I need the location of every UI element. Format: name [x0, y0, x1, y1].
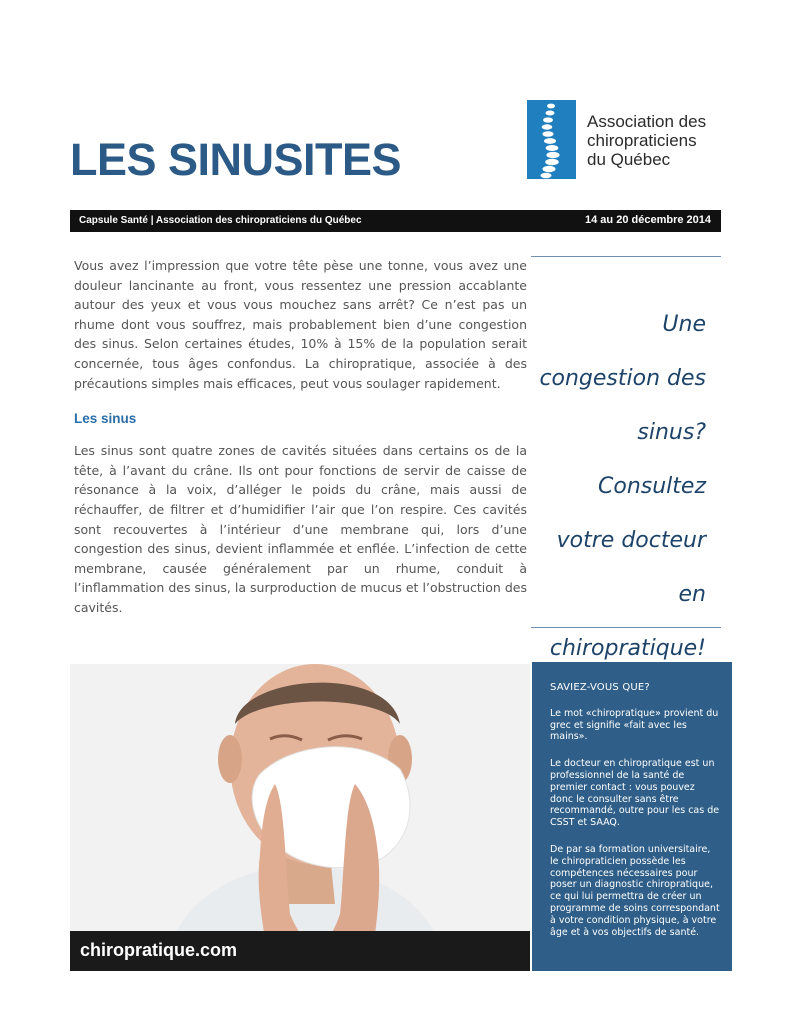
- pullquote-bottom-rule: [531, 627, 721, 628]
- sidebar-paragraph: Le mot «chiropratique» provient du grec et signifie «fait avec les mains».: [550, 707, 719, 743]
- logo-text: [587, 112, 706, 169]
- sidebar-heading: SAVIEZ-VOUS QUE?: [550, 682, 650, 693]
- sidebar-paragraph: Le docteur en chiropratique est un professionnel de la santé de premier contact : vous pouvez donc le consulter sans être recommandé, outre pour les cas de CSST et SAAQ.: [550, 758, 720, 829]
- page-title: LES SINUSITES: [70, 134, 402, 185]
- website-banner: [70, 931, 530, 971]
- logo-line: du Québec: [587, 150, 671, 169]
- banner-date: 14 au 20 décembre 2014: [585, 214, 711, 226]
- article-body: [74, 256, 527, 618]
- logo-line: Association des: [587, 112, 707, 131]
- banner-publication: Capsule Santé | Association des chiropraticiens du Québec: [79, 215, 362, 226]
- section-heading: Les sinus: [74, 411, 137, 427]
- sidebar-paragraph: De par sa formation universitaire, le chiropraticien possède les compétences nécessaires pour poser un diagnostic chiropratique, ce qui lui permettra de créer un programme de soins correspondant à votre condition physique, à votre âge et à vos objectifs de santé.: [550, 843, 720, 938]
- pullquote-top-rule: [531, 256, 721, 257]
- pullquote: Une congestion des sinus? Consultez votre docteur en chiropratique!: [539, 312, 706, 661]
- website-link[interactable]: chiropratique.com: [80, 940, 238, 960]
- intro-paragraph: Vous avez l’impression que votre tête pèse une tonne, vous avez une douleur lancinante au front, vous ressentez une pression accablante autour des yeux et vous vous mouchez sans arrêt? Ce n’est pas un rhume dont vous souffrez, mais probablement bien d’une congestion des sinus. Selon certaines études, 10% à 15% de la population serait concernée, tous âges confondus. La chiropratique, associée à des précautions simples mais efficaces, peut vous soulager rapidement.: [74, 258, 527, 391]
- issue-banner: [70, 210, 721, 232]
- logo: [527, 100, 727, 180]
- did-you-know-sidebar: [532, 662, 732, 971]
- sneezing-man-photo: [70, 664, 530, 970]
- spine-logo-icon: [527, 100, 576, 179]
- section-paragraph: Les sinus sont quatre zones de cavités situées dans certains os de la tête, à l’avant du crâne. Ils ont pour fonctions de servir de caisse de résonance à la voix, d’alléger le poids du crâne, mais aussi de réchauffer, de filtrer et d’humidifier l’air que l’on respire. Ces cavités sont recouvertes à l’intérieur d’une membrane qui, lors d’une congestion des sinus, devient inflammée et enflée. L’infection de cette membrane, causée généralement par un rhume, conduit à l’inflammation des sinus, la surproduction de mucus et l’obstruction des cavités.: [74, 443, 527, 615]
- logo-line: chiropraticiens: [587, 131, 697, 150]
